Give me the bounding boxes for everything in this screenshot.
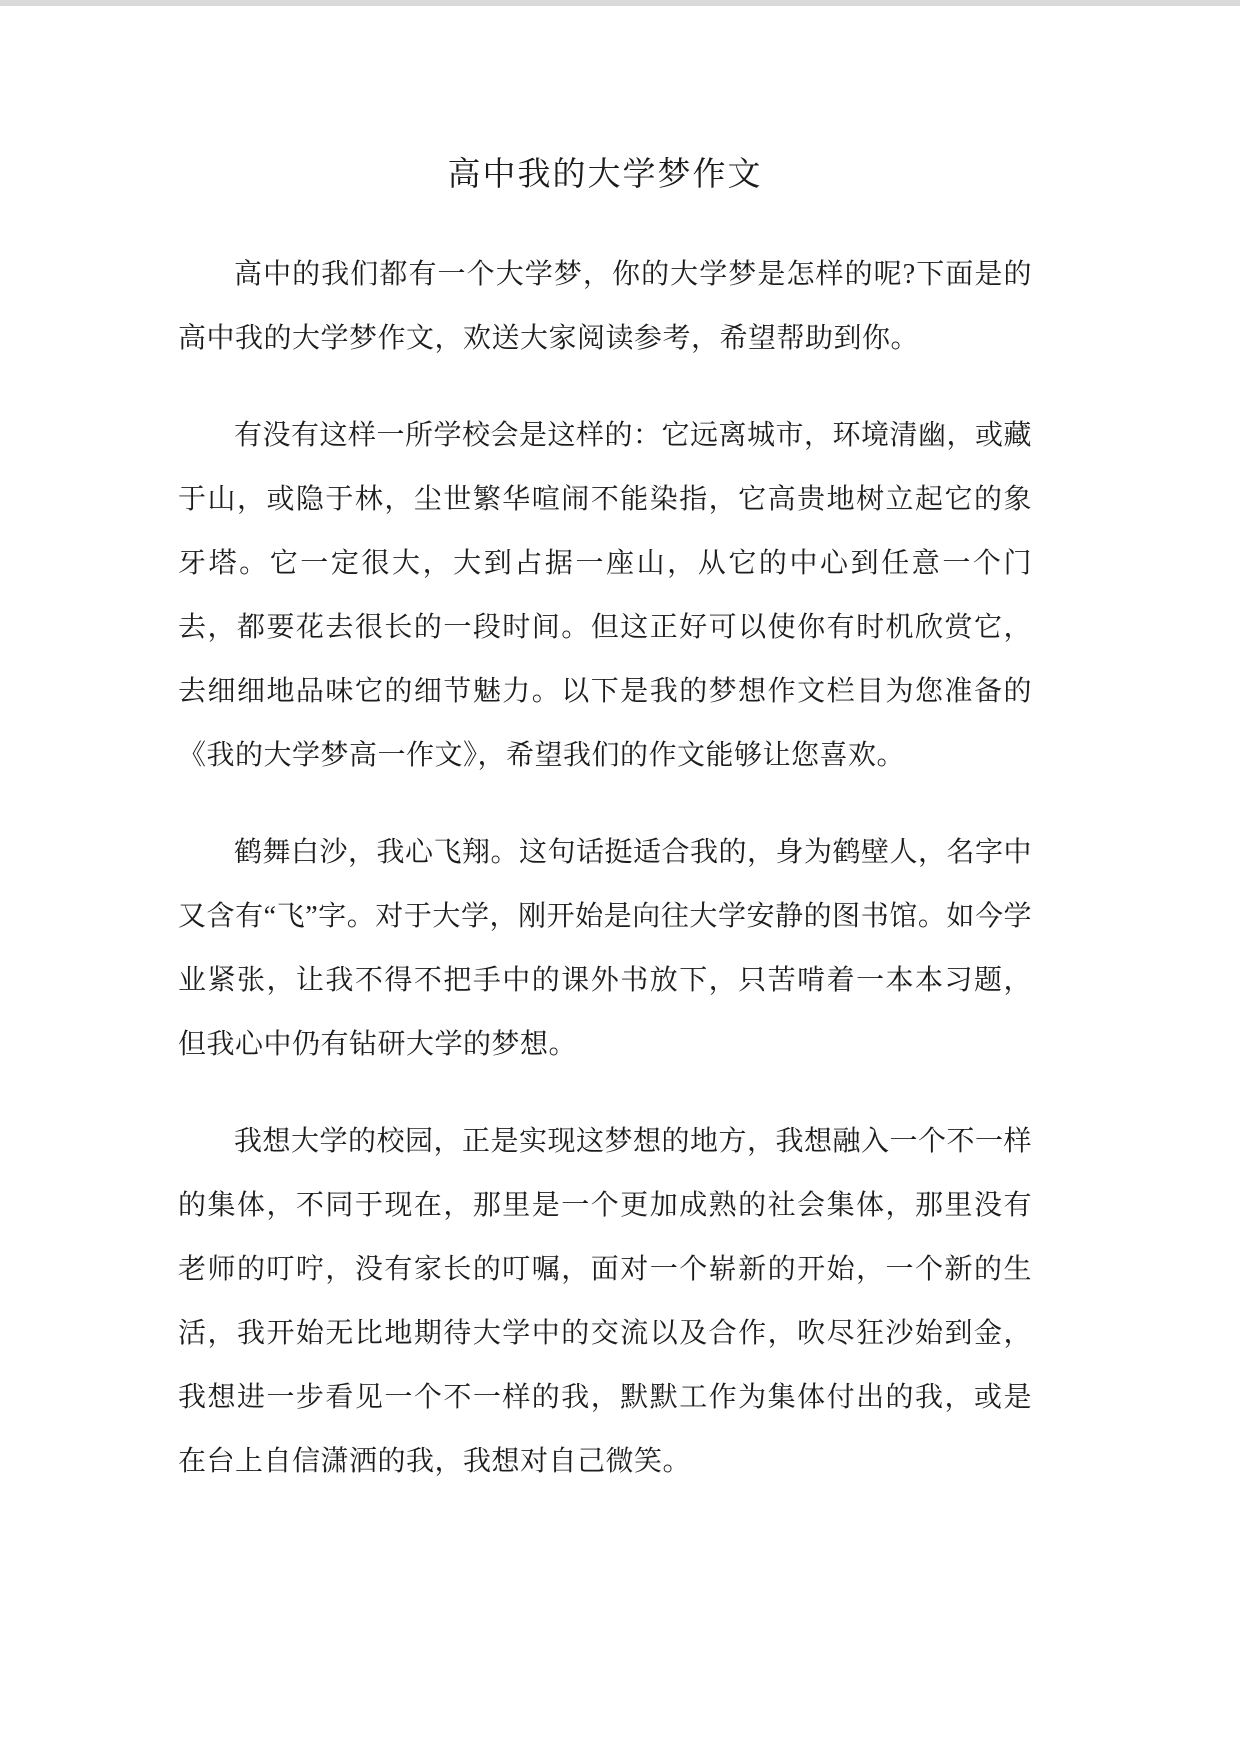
essay-paragraph-1: 高中的我们都有一个大学梦，你的大学梦是怎样的呢?下面是的高中我的大学梦作文，欢送大家阅读参考，希望帮助到你。: [178, 259, 1032, 354]
essay-paragraph-2: 有没有这样一所学校会是这样的：它远离城市，环境清幽，或藏于山，或隐于林，尘世繁华喧闹不能染指，它高贵地树立起它的象牙塔。它一定很大，大到占据一座山，从它的中心到任意一个门去，都要花去很长的一段时间。但这正好可以使你有时机欣赏它，去细细地品味它的细节魅力。以下是我的梦想作文栏目为您准备的《我的大学梦高一作文》，希望我们的作文能够让您喜欢。: [178, 420, 1033, 771]
document-title: 高中我的大学梦作文: [447, 157, 763, 193]
essay-paragraph-3: 鹤舞白沙，我心飞翔。这句话挺适合我的，身为鹤壁人，名字中又含有“飞”字。对于大学，刚开始是向往大学安静的图书馆。如今学业紧张，让我不得不把手中的课外书放下，只苦啃着一本本习题，但我心中仍有钻研大学的梦想。: [178, 837, 1033, 1060]
page-top-edge: [0, 0, 1240, 6]
essay-paragraph-4: 我想大学的校园，正是实现这梦想的地方，我想融入一个不一样的集体，不同于现在，那里是一个更加成熟的社会集体，那里没有老师的叮咛，没有家长的叮嘱，面对一个崭新的开始，一个新的生活，我开始无比地期待大学中的交流以及合作，吹尽狂沙始到金，我想进一步看见一个不一样的我，默默工作为集体付出的我，或是在台上自信潇洒的我，我想对自己微笑。: [178, 1126, 1033, 1477]
